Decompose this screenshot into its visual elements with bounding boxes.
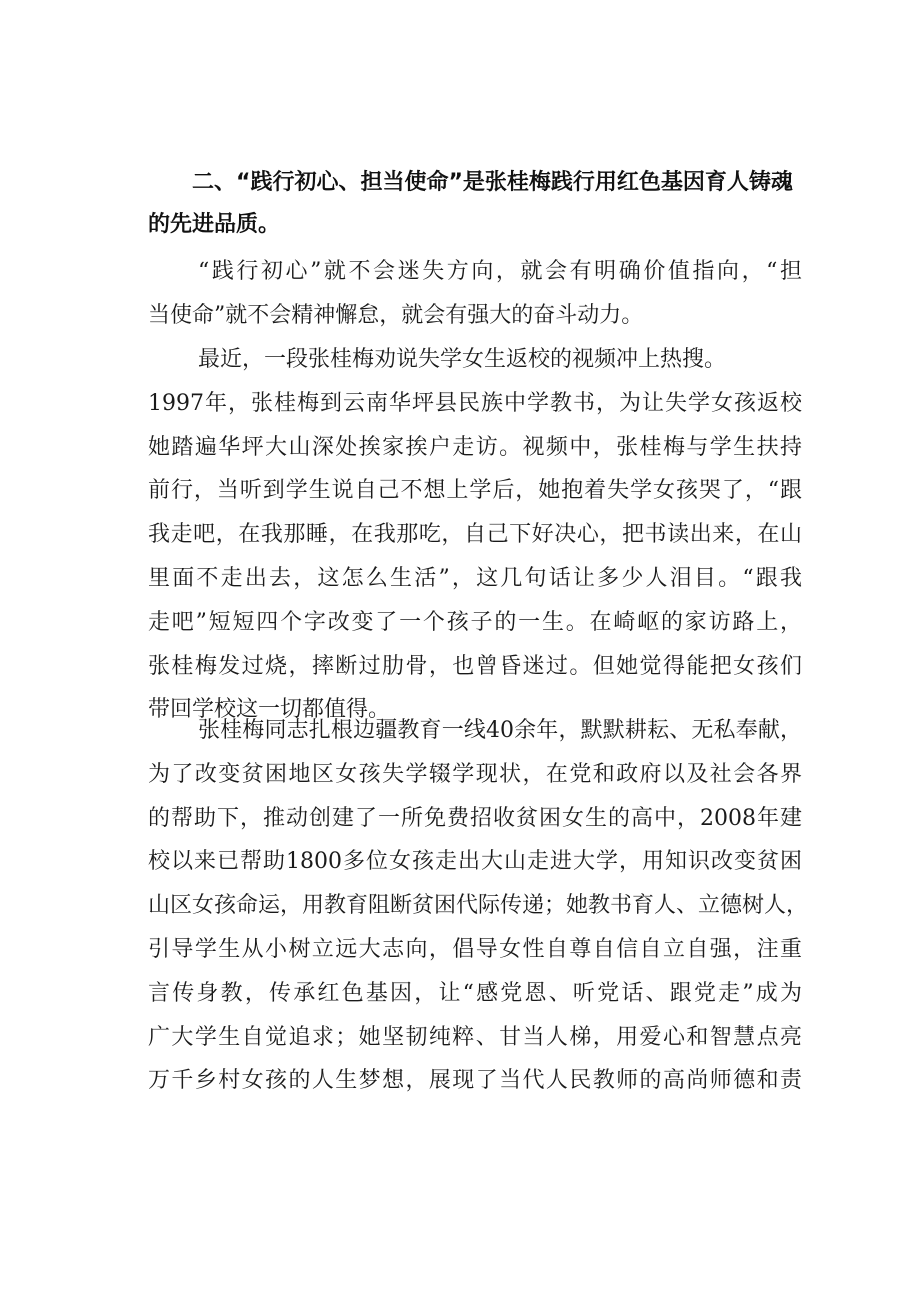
paragraph-line: 最近，一段张桂梅劝说失学女生返校的视频冲上热搜。 [198, 347, 727, 372]
paragraph-line: 山区女孩命运，用教育阻断贫困代际传递；她教书育人、立德树人， [148, 893, 809, 919]
paragraph-line: 言传身教，传承红色基因，让“感党恩、听党话、跟党走”成为 [148, 980, 802, 1006]
paragraph-line: 校以来已帮助1800多位女孩走出大山走进大学，用知识改变贫困 [148, 849, 802, 875]
paragraph-line: 我走吧，在我那睡，在我那吃，自己下好决心，把书读出来，在山 [148, 522, 802, 548]
paragraph-2 [148, 338, 802, 732]
paragraph-line: 前行，当听到学生说自己不想上学后，她抱着失学女孩哭了，“跟 [148, 478, 802, 504]
paragraph-line: 里面不走出去，这怎么生活”，这几句话让多少人泪目。“跟我 [148, 565, 802, 591]
paragraph-line: 为了改变贫困地区女孩失学辍学现状，在党和政府以及社会各界 [148, 761, 802, 787]
paragraph-1 [148, 250, 802, 338]
paragraph-line: 她踏遍华坪大山深处挨家挨户走访。视频中，张桂梅与学生扶持 [148, 434, 802, 460]
paragraph-line: 张桂梅同志扎根边疆教育一线40余年，默默耕耘、无私奉献， [198, 718, 802, 743]
paragraph-line: 引导学生从小树立远大志向，倡导女性自尊自信自立自强，注重 [148, 936, 802, 962]
paragraph-line: 广大学生自觉追求；她坚韧纯粹、甘当人梯，用爱心和智慧点亮 [148, 1024, 802, 1050]
section-heading [148, 162, 802, 246]
paragraph-line: “践行初心”就不会迷失方向，就会有明确价值指向，“担 [198, 259, 802, 284]
heading-line: 的先进品质。 [148, 212, 281, 237]
paragraph-line: 万千乡村女孩的人生梦想，展现了当代人民教师的高尚师德和责 [148, 1068, 802, 1094]
paragraph-line: 的帮助下，推动创建了一所免费招收贫困女生的高中，2008年建 [148, 805, 802, 831]
paragraph-line: 张桂梅发过烧，摔断过肋骨，也曾昏迷过。但她觉得能把女孩们 [148, 653, 802, 679]
paragraph-line: 当使命”就不会精神懈怠，就会有强大的奋斗动力。 [148, 302, 644, 328]
paragraph-line: 1997年，张桂梅到云南华坪县民族中学教书，为让失学女孩返校 [148, 390, 802, 416]
heading-line: 二、“践行初心、担当使命”是张桂梅践行用红色基因育人铸魂 [192, 170, 793, 195]
paragraph-line: 走吧”短短四个字改变了一个孩子的一生。在崎岖的家访路上， [148, 609, 802, 635]
paragraph-3 [148, 709, 809, 1103]
paragraph-line: 带回学校这一切都值得。 [148, 697, 391, 723]
